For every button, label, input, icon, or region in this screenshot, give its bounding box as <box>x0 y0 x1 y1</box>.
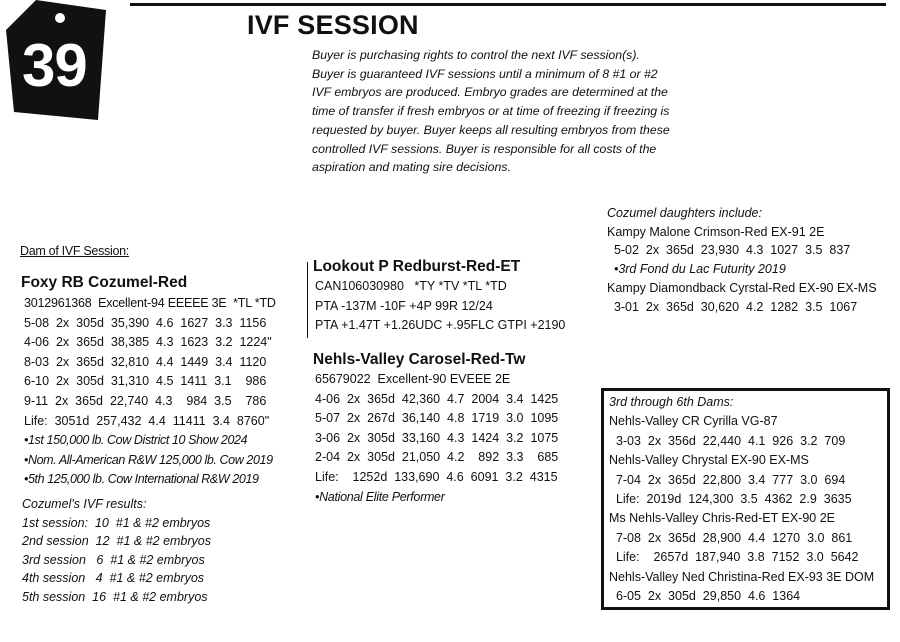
dam-section-label: Dam of IVF Session: <box>20 244 129 258</box>
second-dam-lifetime: Life: 1252d 133,690 4.6 6091 3.2 4315 <box>315 469 558 484</box>
page-title: IVF SESSION <box>247 10 419 40</box>
dam-record: 5-08 2x 305d 35,390 4.6 1627 3.3 1156 <box>24 315 267 330</box>
sire-name: Lookout P Redburst-Red-ET <box>313 258 521 275</box>
column-divider <box>307 262 308 338</box>
header-rule <box>130 3 886 6</box>
second-dam-record: 3-06 2x 305d 33,160 4.3 1424 3.2 1075 <box>315 430 559 445</box>
description-line: controlled IVF sessions. Buyer is responsible for all costs of the <box>312 141 657 156</box>
daughter-line: •3rd Fond du Lac Futurity 2019 <box>607 262 786 277</box>
dam-honor: •5th 125,000 lb. Cow International R&W 2019 <box>24 472 259 487</box>
daughters <box>607 204 877 316</box>
ivf-session: 3rd session 6 #1 & #2 embryos <box>22 552 205 567</box>
daughter-line: 5-02 2x 365d 23,930 4.3 1027 3.5 837 <box>607 243 851 258</box>
description-line: Buyer is guaranteed IVF sessions until a minimum of 8 #1 or #2 <box>312 66 658 81</box>
description-line: Buyer is purchasing rights to control the next IVF session(s). <box>312 48 640 62</box>
ancestry-line: 7-04 2x 365d 22,800 3.4 777 3.0 694 <box>609 472 846 487</box>
sire-details <box>315 277 565 336</box>
dam-lifetime: Life: 3051d 257,432 4.4 11411 3.4 8760" <box>24 413 270 428</box>
second-dam-record: 4-06 2x 365d 42,360 4.7 2004 3.4 1425 <box>315 391 559 406</box>
sire-line: CAN106030980 *TY *TV *TL *TD <box>315 279 507 293</box>
dam-record: 4-06 2x 365d 38,385 4.3 1623 3.2 1224" <box>24 335 272 350</box>
description-line: time of transfer if fresh embryos or at time of freezing if freezing is <box>312 104 670 119</box>
description <box>312 46 682 177</box>
ancestry-line: Life: 2019d 124,300 3.5 4362 2.9 3635 <box>609 492 852 507</box>
sire-line: PTA +1.47T +1.26UDC +.95FLC GTPI +2190 <box>315 318 566 333</box>
ancestry-line: Nehls-Valley Chrystal EX-90 EX-MS <box>609 453 809 468</box>
description-line: IVF embryos are produced. Embryo grades are determined at the <box>312 85 668 100</box>
ancestry-label: 3rd through 6th Dams: <box>609 395 734 409</box>
ancestry-line: 7-08 2x 365d 28,900 4.4 1270 3.0 861 <box>609 530 853 545</box>
ancestry-line: Nehls-Valley CR Cyrilla VG-87 <box>609 414 778 429</box>
daughter-line: 3-01 2x 365d 30,620 4.2 1282 3.5 1067 <box>607 299 858 314</box>
ivf-session: 4th session 4 #1 & #2 embryos <box>22 571 205 585</box>
ivf-results <box>22 495 211 606</box>
ancestry-line: Ms Nehls-Valley Chris-Red-ET EX-90 2E <box>609 511 835 526</box>
second-dam-honor: •National Elite Performer <box>315 489 445 504</box>
dam-honor: •1st 150,000 lb. Cow District 10 Show 2024 <box>24 433 248 448</box>
ivf-session: 2nd session 12 #1 & #2 embryos <box>22 534 212 548</box>
second-dam-details <box>315 370 558 507</box>
ancestry-line: Nehls-Valley Ned Christina-Red EX-93 3E DOM <box>609 569 875 584</box>
sire-line: PTA -137M -10F +4P 99R 12/24 <box>315 298 493 313</box>
second-dam-record: 5-07 2x 267d 36,140 4.8 1719 3.0 1095 <box>315 411 559 426</box>
ancestry-line: Life: 2657d 187,940 3.8 7152 3.0 5642 <box>609 550 859 565</box>
ancestry-line: 6-05 2x 305d 29,850 4.6 1364 <box>609 589 801 604</box>
ivf-session: 5th session 16 #1 & #2 embryos <box>22 589 208 604</box>
daughter-line: Kampy Diamondback Cyrstal-Red EX-90 EX-MS <box>607 280 877 295</box>
dam-record: 8-03 2x 365d 32,810 4.4 1449 3.4 1120 <box>24 354 267 369</box>
lot-number: 39 <box>22 32 87 99</box>
dam-id-line: 3012961368 Excellent-94 EEEEE 3E *TL *TD <box>24 296 276 310</box>
ancestry-lines <box>609 393 874 606</box>
ivf-session: 1st session: 10 #1 & #2 embryos <box>22 515 211 530</box>
description-line: requested by buyer. Buyer keeps all resulting embryos from these <box>312 122 670 137</box>
ancestry-line: 3-03 2x 356d 22,440 4.1 926 3.2 709 <box>609 433 846 448</box>
dam-record: 6-10 2x 305d 31,310 4.5 1411 3.1 986 <box>24 374 267 389</box>
dam-name: Foxy RB Cozumel-Red <box>21 274 188 291</box>
daughter-line: Kampy Malone Crimson-Red EX-91 2E <box>607 224 825 239</box>
dam-record: 9-11 2x 365d 22,740 4.3 984 3.5 786 <box>24 393 267 408</box>
dam-honor: •Nom. All-American R&W 125,000 lb. Cow 2019 <box>24 452 273 467</box>
ivf-results-label: Cozumel's IVF results: <box>22 497 147 511</box>
dam-details <box>24 294 276 490</box>
second-dam-name: Nehls-Valley Carosel-Red-Tw <box>313 351 526 368</box>
second-dam-record: 2-04 2x 305d 21,050 4.2 892 3.3 685 <box>315 450 559 465</box>
daughters-label: Cozumel daughters include: <box>607 206 762 220</box>
description-line: aspiration and mating sire decisions. <box>312 160 511 175</box>
second-dam-id: 65679022 Excellent-90 EVEEE 2E <box>315 372 511 386</box>
